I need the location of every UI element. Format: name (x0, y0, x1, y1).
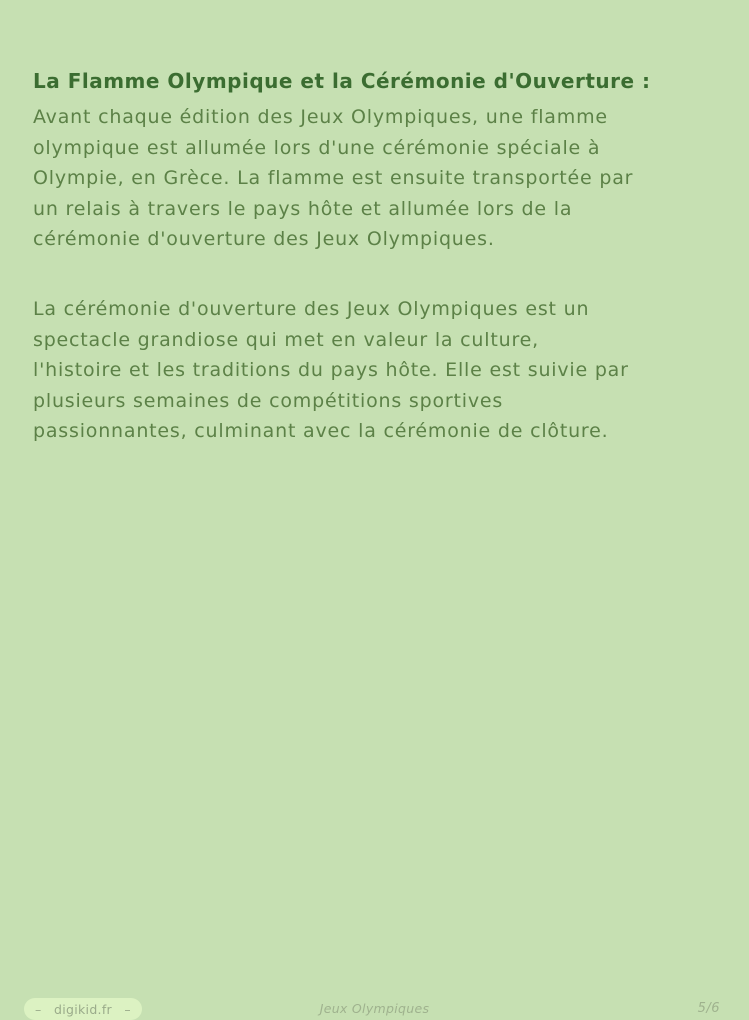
text-line: cérémonie d'ouverture des Jeux Olympiques. (33, 228, 495, 250)
page-indicator: 5/6 (697, 1001, 720, 1016)
brand-label: digikid.fr (54, 1001, 112, 1017)
footer-doc-title: Jeux Olympiques (319, 1001, 430, 1016)
text-line: spectacle grandiose qui met en valeur la culture, (33, 328, 539, 351)
footer (0, 498, 749, 1017)
text-line: Olympie, en Grèce. La flamme est ensuite transportée par (33, 167, 634, 189)
text-line: passionnantes, culminant avec la cérémonie de clôture. (33, 420, 609, 442)
text-line: l'histoire et les traditions du pays hôte. Elle est suivie par (33, 359, 629, 381)
text-line: plusieurs semaines de compétitions sportives (33, 389, 504, 412)
text-line: La cérémonie d'ouverture des Jeux Olympiques est un (33, 298, 590, 320)
paragraph-opening-ceremony (33, 294, 629, 447)
badge-dash-right: – (124, 1001, 131, 1017)
badge-dash-left: – (35, 1001, 42, 1017)
paragraph-flame-origin (33, 102, 633, 255)
text-line: olympique est allumée lors d'une cérémonie spéciale à (33, 136, 601, 159)
slide-title: La Flamme Olympique et la Cérémonie d'Ouverture : (33, 69, 651, 93)
text-line: un relais à travers le pays hôte et allumée lors de la (33, 197, 573, 220)
text-line: Avant chaque édition des Jeux Olympiques, une flamme (33, 106, 608, 128)
